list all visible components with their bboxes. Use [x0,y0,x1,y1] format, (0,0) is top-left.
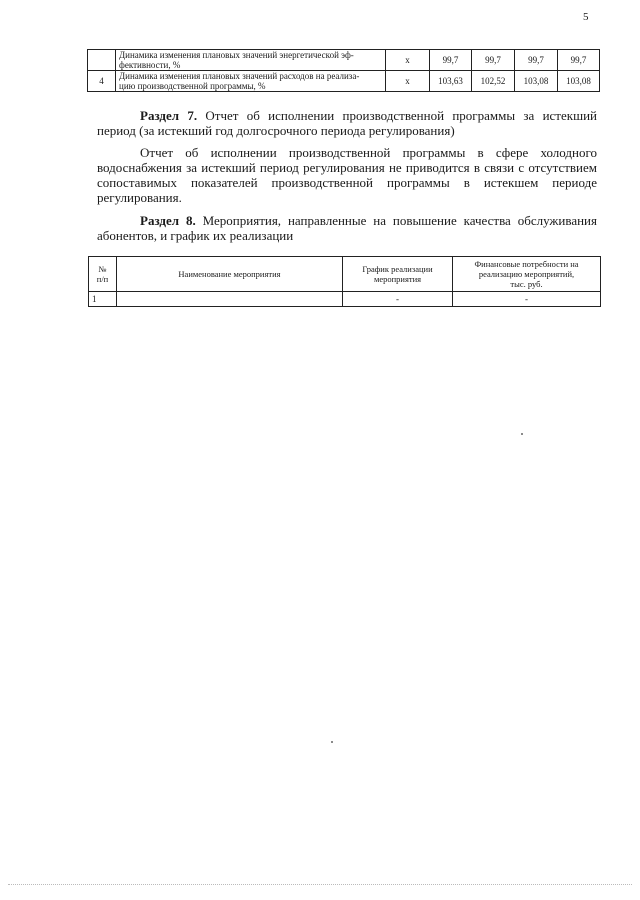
indicator-name: Динамика изменения плановых значений энергетической эф- фективности, % [116,50,386,71]
table-row [88,50,600,71]
indicator-value: 103,08 [515,71,558,92]
section-8-title: Мероприятия, направленные на повышение качества обслуживания абонентов, и график их реализации [97,213,597,243]
section-7-title: Отчет об исполнении производственной программы за истекший период (за истекший год долгосрочного периода регулирования) [97,108,597,138]
page-number: 5 [583,11,589,23]
measure-finance: - [453,292,601,307]
section-7-body: Отчет об исполнении производственной программы в сфере холодного водоснабжения за истекший период регулирования не приводится в связи с отсутствием сопоставимых показателей производственной программы в истекшем периоде регулирования. [97,145,597,205]
scan-edge [8,884,632,885]
indicator-value: 102,52 [472,71,515,92]
indicator-value: 99,7 [515,50,558,71]
indicators-table [87,49,600,92]
row-number: 4 [88,71,116,92]
header-number: № п/п [89,257,117,292]
section-8-label: Раздел 8. [140,213,196,228]
indicator-value: 99,7 [430,50,472,71]
indicator-value: х [386,50,430,71]
scan-speck [331,741,333,743]
row-number: 1 [89,292,117,307]
header-schedule: График реализации мероприятия [343,257,453,292]
measures-table [88,256,601,307]
indicator-value: 99,7 [558,50,600,71]
indicator-name: Динамика изменения плановых значений расходов на реализа- цию производственной программы, % [116,71,386,92]
table-row [88,71,600,92]
indicator-value: 99,7 [472,50,515,71]
section-8-heading [97,213,597,243]
row-number [88,50,116,71]
measure-schedule: - [343,292,453,307]
header-finance: Финансовые потребности на реализацию мероприятий, тыс. руб. [453,257,601,292]
scan-speck [521,433,523,435]
measure-name [117,292,343,307]
header-measure-name: Наименование мероприятия [117,257,343,292]
section-7-heading [97,108,597,138]
table-header-row [89,257,601,292]
table-row [89,292,601,307]
section-7-label: Раздел 7. [140,108,198,123]
indicator-value: 103,63 [430,71,472,92]
indicator-value: х [386,71,430,92]
indicator-value: 103,08 [558,71,600,92]
